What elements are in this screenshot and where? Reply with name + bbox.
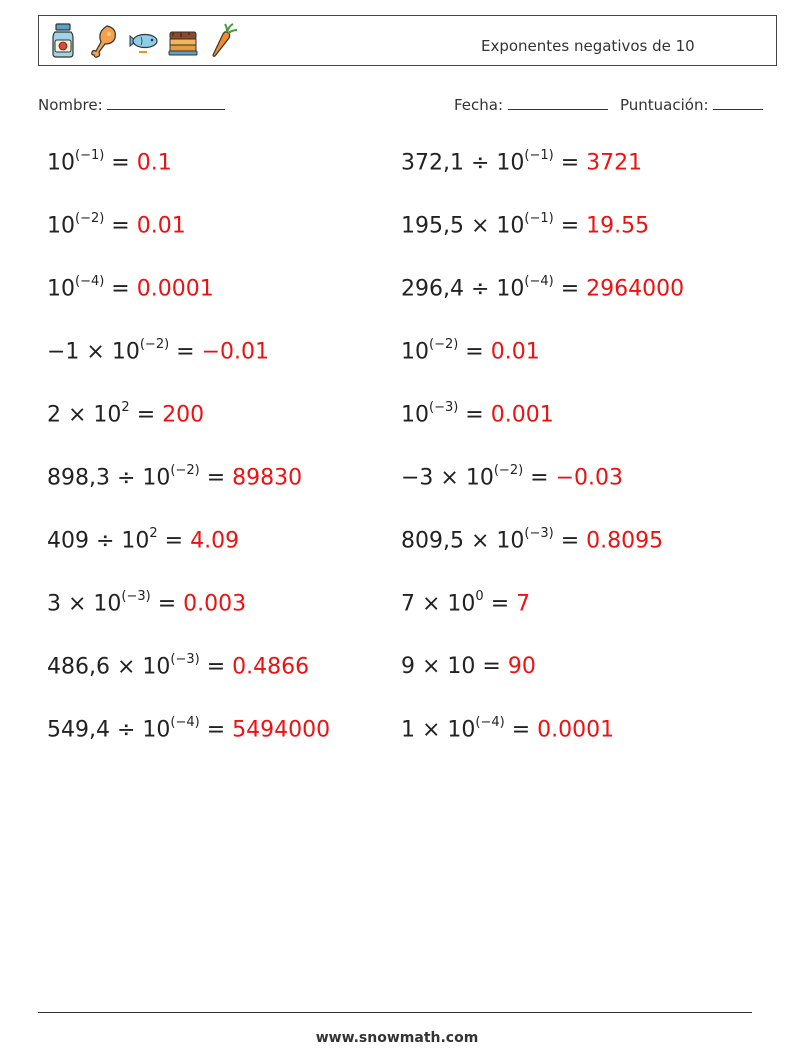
problem-exponent: (−4)	[475, 715, 505, 730]
problem-base: 372,1 ÷ 10	[401, 150, 525, 176]
problem-item: $898,3 \div 10^{(-2)} = 89830$	[47, 463, 303, 491]
score-line[interactable]	[713, 95, 763, 110]
icon-strip	[47, 22, 239, 60]
score-field	[620, 95, 763, 114]
problem-exponent: (−2)	[75, 211, 105, 226]
problem-item: $7 \times 10^0 = 7$	[401, 589, 531, 617]
problem-item: $2 \times 10^2 = 200$	[47, 400, 205, 428]
name-label: Nombre:	[38, 96, 103, 114]
problem-answer: 2964000	[586, 276, 685, 302]
problem-base: 409 ÷ 10	[47, 528, 150, 554]
problem-base: 10	[47, 213, 75, 239]
problem-item: $-3 \times 10^{(-2)} = -0.03$	[401, 463, 624, 491]
problem-exponent: (−2)	[429, 337, 459, 352]
jam-jar-icon	[47, 22, 79, 60]
problem-item: $1 \times 10^{(-4)} = 0.0001$	[401, 715, 615, 743]
problem-exponent: (−4)	[524, 274, 554, 289]
fish-icon	[127, 22, 159, 60]
problem-answer: 89830	[232, 465, 303, 491]
problem-answer: 3721	[586, 150, 643, 176]
problem-answer: −0.03	[555, 465, 624, 491]
problem-item: $10^{(-2)} = 0.01$	[47, 211, 186, 239]
problem-exponent: (−1)	[524, 211, 554, 226]
problem-exponent: (−4)	[170, 715, 200, 730]
problem-exponent: (−2)	[170, 463, 200, 478]
problem-answer: 4.09	[190, 528, 240, 554]
problem-exponent: (−1)	[75, 148, 105, 163]
problem-item: $195,5 \times 10^{(-1)} = 19.55$	[401, 211, 650, 239]
cake-icon	[167, 22, 199, 60]
problem-item: $549,4 \div 10^{(-4)} = 5494000$	[47, 715, 331, 743]
footer-divider	[38, 1012, 752, 1013]
problem-answer: 0.8095	[586, 528, 664, 554]
header-box	[38, 15, 777, 66]
problem-exponent: (−3)	[429, 400, 459, 415]
problem-item: $409 \div 10^2 = 4.09$	[47, 526, 240, 554]
problem-base: 3 × 10	[47, 591, 122, 617]
problem-base: 195,5 × 10	[401, 213, 525, 239]
worksheet-title: Exponentes negativos de 10	[481, 37, 695, 55]
problem-answer: 0.0001	[537, 717, 615, 743]
problem-item: $3 \times 10^{(-3)} = 0.003$	[47, 589, 247, 617]
date-label: Fecha:	[454, 96, 504, 114]
carrot-icon	[207, 22, 239, 60]
problem-base: 10	[47, 276, 75, 302]
problem-base: 10	[401, 339, 429, 365]
problem-item: $486,6 \times 10^{(-3)} = 0.4866$	[47, 652, 310, 680]
problem-answer: 0.001	[490, 402, 554, 428]
problem-base: 2 × 10	[47, 402, 122, 428]
score-label: Puntuación:	[620, 96, 709, 114]
problem-answer: 200	[162, 402, 205, 428]
name-line[interactable]	[107, 95, 225, 110]
footer-url: www.snowmath.com	[315, 1030, 479, 1046]
problem-item: $809,5 \times 10^{(-3)} = 0.8095$	[401, 526, 664, 554]
problem-base: 486,6 × 10	[47, 654, 171, 680]
problem-base: 809,5 × 10	[401, 528, 525, 554]
problem-exponent: (−1)	[524, 148, 554, 163]
problem-base: −1 × 10	[47, 339, 140, 365]
problem-answer: −0.01	[201, 339, 270, 365]
problem-item: 9 × 10 = 90	[401, 654, 536, 679]
problem-answer: 0.0001	[136, 276, 214, 302]
name-field	[38, 95, 225, 114]
problem-base: 549,4 ÷ 10	[47, 717, 171, 743]
problem-exponent: (−4)	[75, 274, 105, 289]
chicken-leg-icon	[87, 22, 119, 60]
problem-exponent: 2	[121, 400, 130, 415]
problem-base: 7 × 10	[401, 591, 476, 617]
problem-answer: 0.1	[136, 150, 172, 176]
problem-exponent: (−2)	[139, 337, 170, 352]
problem-answer: 5494000	[232, 717, 331, 743]
problem-answer: 19.55	[586, 213, 650, 239]
problem-exponent: (−3)	[121, 589, 151, 604]
problem-exponent: 0	[475, 589, 484, 604]
problem-answer: 7	[516, 591, 531, 617]
problem-item: $10^{(-1)} = 0.1$	[47, 148, 172, 176]
problem-base: 9 × 10	[401, 654, 476, 679]
problem-exponent: (−3)	[524, 526, 554, 541]
problem-exponent: 2	[149, 526, 158, 541]
problem-exponent: (−2)	[493, 463, 524, 478]
problem-base: 10	[47, 150, 75, 176]
problem-base: 898,3 ÷ 10	[47, 465, 171, 491]
date-field	[454, 95, 608, 114]
problem-exponent: (−3)	[170, 652, 200, 667]
problem-item: $296,4 \div 10^{(-4)} = 2964000$	[401, 274, 685, 302]
problem-base: 10	[401, 402, 429, 428]
problem-item: $372,1 \div 10^{(-1)} = 3721$	[401, 148, 643, 176]
problem-answer: 0.01	[490, 339, 540, 365]
problem-answer: 0.4866	[232, 654, 310, 680]
date-line[interactable]	[508, 95, 608, 110]
problem-item: $10^{(-2)} = 0.01$	[401, 337, 540, 365]
problem-base: 1 × 10	[401, 717, 476, 743]
problem-item: $-1 \times 10^{(-2)} = -0.01$	[47, 337, 270, 365]
problem-item: $10^{(-3)} = 0.001$	[401, 400, 554, 428]
problem-item: $10^{(-4)} = 0.0001$	[47, 274, 214, 302]
problem-answer: 0.01	[136, 213, 186, 239]
problem-answer: 90	[507, 654, 536, 679]
problem-answer: 0.003	[183, 591, 247, 617]
problem-base: −3 × 10	[401, 465, 494, 491]
problem-base: 296,4 ÷ 10	[401, 276, 525, 302]
